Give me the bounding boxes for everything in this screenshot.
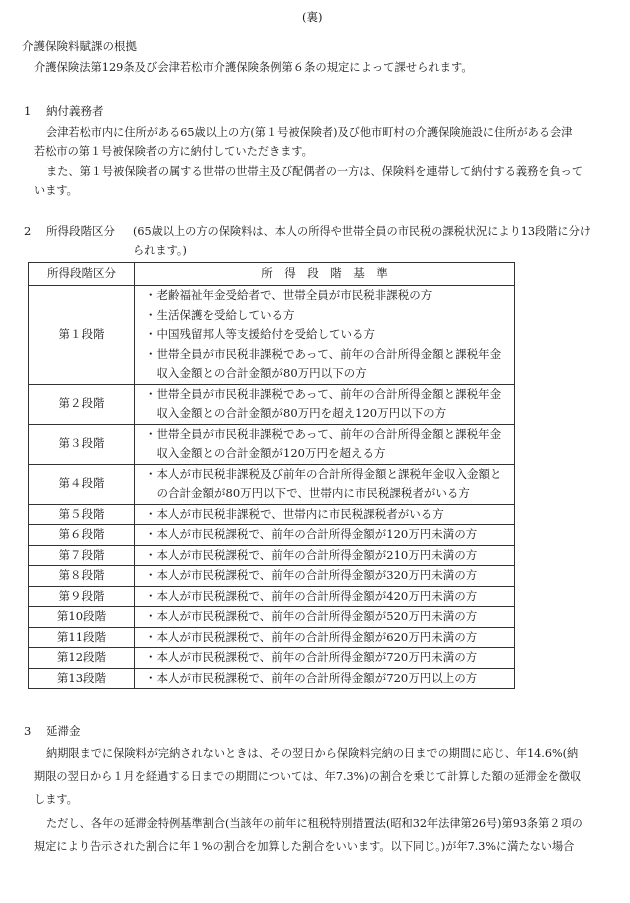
grade-criteria bbox=[135, 545, 515, 566]
criteria-line: ・本人が市民税非課税で、世帯内に市民税課税者がいる方 bbox=[145, 506, 444, 521]
table-row bbox=[29, 566, 515, 587]
section3-p1-line1: 納期限までに保険料が完納されないときは、その翌日から保険料完納の日までの期間に応じ、年14.6%(納 bbox=[46, 747, 579, 760]
table-header-row bbox=[29, 263, 515, 286]
criteria-line: ・世帯全員が市民税非課税であって、前年の合計所得金額と課税年金 bbox=[145, 426, 502, 441]
grade-level: 第１段階 bbox=[29, 286, 135, 385]
criteria-line: ・世帯全員が市民税非課税であって、前年の合計所得金額と課税年金 bbox=[145, 346, 502, 361]
table-row bbox=[29, 504, 515, 525]
criteria-line: 収入金額との合計金額が80万円以下の方 bbox=[145, 366, 367, 380]
grade-level: 第９段階 bbox=[29, 586, 135, 607]
section2-note-line2: られます。) bbox=[133, 244, 187, 257]
grade-level: 第５段階 bbox=[29, 504, 135, 525]
criteria-line: 収入金額との合計金額が80万円を超え120万円以下の方 bbox=[145, 406, 447, 420]
grade-level: 第６段階 bbox=[29, 525, 135, 546]
criteria-line: ・本人が市民税課税で、前年の合計所得金額が210万円未満の方 bbox=[145, 547, 478, 562]
section1-p2-line2: います。 bbox=[34, 184, 78, 197]
grade-criteria bbox=[135, 648, 515, 669]
criteria-line: の合計金額が80万円以下で、世帯内に市民税課税者がいる方 bbox=[145, 486, 470, 500]
criteria-line: ・本人が市民税課税で、前年の合計所得金額が320万円未満の方 bbox=[145, 568, 478, 582]
criteria-line: ・世帯全員が市民税非課税であって、前年の合計所得金額と課税年金 bbox=[145, 386, 502, 401]
grade-level: 第８段階 bbox=[29, 566, 135, 587]
section3-p2-line1: ただし、各年の延滞金特例基準割合(当該年の前年に租税特別措置法(昭和32年法律第26号)第93条第２項の bbox=[46, 817, 583, 830]
section3-p2-line2: 規定により告示された割合に年１%の割合を加算した割合をいいます。以下同じ。)が年7.3%に満たない場合 bbox=[34, 840, 575, 853]
grade-level: 第11段階 bbox=[29, 627, 135, 648]
table-row bbox=[29, 286, 515, 385]
table-row bbox=[29, 586, 515, 607]
grade-criteria bbox=[135, 464, 515, 504]
criteria-line: ・生活保護を受給している方 bbox=[145, 307, 295, 322]
basis-heading: 介護保険料賦課の根拠 bbox=[22, 39, 137, 53]
table-row bbox=[29, 424, 515, 464]
income-grade-table bbox=[28, 262, 515, 689]
table-row bbox=[29, 668, 515, 689]
grade-criteria bbox=[135, 286, 515, 385]
grade-criteria bbox=[135, 525, 515, 546]
grade-criteria bbox=[135, 566, 515, 587]
table-row bbox=[29, 545, 515, 566]
table-row bbox=[29, 607, 515, 628]
table-row bbox=[29, 464, 515, 504]
criteria-line: ・中国残留邦人等支援給付を受給している方 bbox=[145, 327, 375, 341]
table-row bbox=[29, 627, 515, 648]
criteria-line: ・本人が市民税課税で、前年の合計所得金額が720万円以上の方 bbox=[145, 670, 478, 685]
criteria-line: ・本人が市民税非課税及び前年の合計所得金額と課税年金収入金額と bbox=[145, 466, 502, 481]
grade-level: 第４段階 bbox=[29, 464, 135, 504]
header-criteria: 所 得 段 階 基 準 bbox=[135, 263, 515, 286]
criteria-line: ・本人が市民税課税で、前年の合計所得金額が720万円未満の方 bbox=[145, 650, 478, 664]
grade-level: 第７段階 bbox=[29, 545, 135, 566]
criteria-line: ・本人が市民税課税で、前年の合計所得金額が120万円未満の方 bbox=[145, 527, 478, 541]
grade-criteria bbox=[135, 627, 515, 648]
section3-number: 3 bbox=[24, 724, 32, 738]
grade-level: 第13段階 bbox=[29, 668, 135, 689]
section1-p1-line2: 若松市の第１号被保険者の方に納付していただきます。 bbox=[34, 145, 313, 158]
section3-heading: 延滞金 bbox=[46, 724, 81, 738]
section2-number: 2 bbox=[24, 224, 32, 238]
criteria-line: 収入金額との合計金額が120万円を超える方 bbox=[145, 446, 386, 460]
header-level: 所得段階区分 bbox=[29, 263, 135, 286]
grade-level: 第２段階 bbox=[29, 384, 135, 424]
table-row bbox=[29, 384, 515, 424]
grade-criteria bbox=[135, 668, 515, 689]
section1-heading: 納付義務者 bbox=[46, 104, 104, 118]
section2-heading: 所得段階区分 bbox=[46, 224, 115, 238]
grade-level: 第12段階 bbox=[29, 648, 135, 669]
grade-criteria bbox=[135, 384, 515, 424]
grade-criteria bbox=[135, 586, 515, 607]
grade-criteria bbox=[135, 607, 515, 628]
grade-criteria bbox=[135, 504, 515, 525]
basis-text: 介護保険法第129条及び会津若松市介護保険条例第６条の規定によって課せられます。 bbox=[34, 61, 473, 74]
table-row bbox=[29, 648, 515, 669]
section1-p2-line1: また、第１号被保険者の属する世帯の世帯主及び配偶者の一方は、保険料を連帯して納付する義務を負って bbox=[46, 165, 584, 178]
section3-p1-line3: します。 bbox=[34, 793, 78, 806]
criteria-line: ・本人が市民税課税で、前年の合計所得金額が620万円未満の方 bbox=[145, 629, 478, 644]
criteria-line: ・本人が市民税課税で、前年の合計所得金額が420万円未満の方 bbox=[145, 588, 478, 603]
grade-level: 第10段階 bbox=[29, 607, 135, 628]
grade-level: 第３段階 bbox=[29, 424, 135, 464]
section1-number: 1 bbox=[24, 104, 32, 118]
section3-p1-line2: 期限の翌日から１月を経過する日までの期間については、年7.3%)の割合を乗じて計算した額の延滞金を徴収 bbox=[34, 770, 582, 783]
section2-note-line1: (65歳以上の方の保険料は、本人の所得や世帯全員の市民税の課税状況により13段階に分け bbox=[133, 225, 591, 238]
criteria-line: ・老齢福祉年金受給者で、世帯全員が市民税非課税の方 bbox=[145, 288, 433, 302]
criteria-line: ・本人が市民税課税で、前年の合計所得金額が520万円未満の方 bbox=[145, 609, 478, 623]
section1-p1-line1: 会津若松市内に住所がある65歳以上の方(第１号被保険者)及び他市町村の介護保険施設に住所がある会津 bbox=[46, 126, 573, 139]
table-row bbox=[29, 525, 515, 546]
grade-criteria bbox=[135, 424, 515, 464]
page-side-mark: (裏) bbox=[302, 10, 323, 24]
